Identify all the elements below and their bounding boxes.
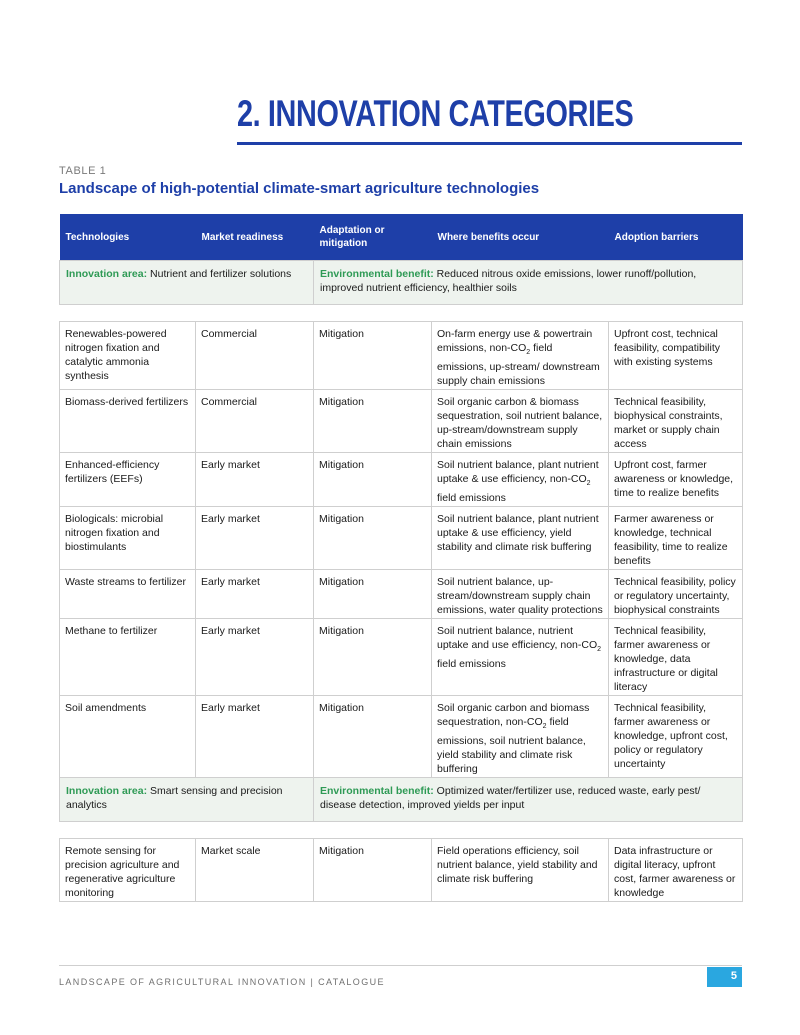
adaptation-mitigation-cell: Mitigation	[314, 453, 432, 507]
table-row	[60, 322, 743, 390]
technology-cell: Soil amendments	[60, 696, 196, 778]
innovation-area-row	[60, 261, 743, 305]
innovation-area-cell	[60, 261, 314, 305]
adaptation-mitigation-cell: Mitigation	[314, 322, 432, 390]
technology-cell: Renewables-powered nitrogen fixation and catalytic ammonia synthesis	[60, 322, 196, 390]
title-underline	[237, 142, 742, 145]
market-readiness-cell: Commercial	[196, 390, 314, 453]
innovation-area-cell	[60, 778, 314, 822]
footer-divider	[59, 965, 742, 966]
barriers-cell: Data infrastructure or digital literacy, upfront cost, farmer awareness or knowledge	[609, 839, 743, 902]
page-title: 2. INNOVATION CATEGORIES	[237, 93, 634, 134]
adaptation-mitigation-cell: Mitigation	[314, 507, 432, 570]
table-row	[60, 619, 743, 696]
barriers-cell: Upfront cost, farmer awareness or knowledge, time to realize benefits	[609, 453, 743, 507]
market-readiness-cell: Early market	[196, 619, 314, 696]
benefits-cell: Soil nutrient balance, plant nutrient uptake & use efficiency, non-$CO_2$ field emissions	[432, 453, 609, 507]
technology-cell: Methane to fertilizer	[60, 619, 196, 696]
environmental-benefit-value: Reduced nitrous oxide emissions, lower runoff/pollution, improved nutrient efficiency, healthier soils	[320, 268, 697, 294]
innovation-area-label: Innovation area:	[66, 268, 148, 280]
spacer-row	[60, 305, 743, 322]
innovation-area-row	[60, 778, 743, 822]
adaptation-mitigation-cell: Mitigation	[314, 570, 432, 619]
barriers-cell: Technical feasibility, policy or regulatory uncertainty, biophysical constraints	[609, 570, 743, 619]
column-header: Where benefits occur	[432, 214, 609, 261]
technology-cell: Remote sensing for precision agriculture and regenerative agriculture monitoring	[60, 839, 196, 902]
market-readiness-cell: Early market	[196, 696, 314, 778]
benefits-cell: Soil nutrient balance, nutrient uptake and use efficiency, non-$CO_2$ field emissions	[432, 619, 609, 696]
page-number: 5	[707, 967, 742, 987]
innovation-area-value: Smart sensing and precision analytics	[66, 785, 283, 812]
column-header: Technologies	[60, 214, 196, 261]
technologies-table	[59, 214, 743, 902]
table-label: TABLE 1	[59, 165, 107, 177]
footer-text: LANDSCAPE OF AGRICULTURAL INNOVATION | CATALOGUE	[59, 977, 385, 987]
column-header: Adaptation or mitigation	[314, 214, 432, 261]
benefits-cell: Soil nutrient balance, plant nutrient uptake & use efficiency, yield stability and climate risk buffering	[432, 507, 609, 570]
barriers-cell: Technical feasibility, farmer awareness or knowledge, data infrastructure or digital literacy	[609, 619, 743, 696]
environmental-benefit-label: Environmental benefit:	[320, 268, 434, 280]
adaptation-mitigation-cell: Mitigation	[314, 619, 432, 696]
table-body	[60, 261, 743, 902]
table-row	[60, 570, 743, 619]
barriers-cell: Upfront cost, technical feasibility, compatibility with existing systems	[609, 322, 743, 390]
environmental-benefit-label: Environmental benefit:	[320, 785, 434, 798]
section-heading	[237, 92, 742, 145]
benefits-cell: Soil organic carbon & biomass sequestration, soil nutrient balance, up-stream/downstream supply chain emissions	[432, 390, 609, 453]
benefits-cell: On-farm energy use & powertrain emissions, non-$CO_2$ field emissions, up-stream/ downstream supply chain emissions	[432, 322, 609, 390]
market-readiness-cell: Early market	[196, 453, 314, 507]
adaptation-mitigation-cell: Mitigation	[314, 390, 432, 453]
spacer-row	[60, 822, 743, 839]
table-row	[60, 839, 743, 902]
market-readiness-cell: Early market	[196, 570, 314, 619]
market-readiness-cell: Early market	[196, 507, 314, 570]
table-header-row	[60, 214, 743, 261]
innovation-area-value: Nutrient and fertilizer solutions	[147, 268, 292, 280]
environmental-benefit-cell	[314, 261, 743, 305]
column-header: Market readiness	[196, 214, 314, 261]
table-row	[60, 696, 743, 778]
benefits-cell: Field operations efficiency, soil nutrient balance, yield stability and climate risk buffering	[432, 839, 609, 902]
table-row	[60, 390, 743, 453]
barriers-cell: Technical feasibility, biophysical constraints, market or supply chain access	[609, 390, 743, 453]
column-header: Adoption barriers	[609, 214, 743, 261]
innovation-area-label: Innovation area:	[66, 785, 148, 798]
technology-cell: Enhanced-efficiency fertilizers (EEFs)	[60, 453, 196, 507]
market-readiness-cell: Market scale	[196, 839, 314, 902]
adaptation-mitigation-cell: Mitigation	[314, 696, 432, 778]
benefits-cell: Soil nutrient balance, up-stream/downstream supply chain emissions, water quality protections	[432, 570, 609, 619]
table-row	[60, 507, 743, 570]
environmental-benefit-cell	[314, 778, 743, 822]
benefits-cell: Soil organic carbon and biomass sequestration, non-$CO_2$ field emissions, soil nutrient balance, yield stability and climate risk buffering	[432, 696, 609, 778]
technology-cell: Biologicals: microbial nitrogen fixation and biostimulants	[60, 507, 196, 570]
table-row	[60, 453, 743, 507]
table-title: Landscape of high-potential climate-smart agriculture technologies	[59, 180, 540, 197]
technology-cell: Waste streams to fertilizer	[60, 570, 196, 619]
environmental-benefit-value: Optimized water/fertilizer use, reduced waste, early pest/ disease detection, improved yields per input	[320, 785, 701, 812]
adaptation-mitigation-cell: Mitigation	[314, 839, 432, 902]
market-readiness-cell: Commercial	[196, 322, 314, 390]
barriers-cell: Farmer awareness or knowledge, technical feasibility, time to realize benefits	[609, 507, 743, 570]
technology-cell: Biomass-derived fertilizers	[60, 390, 196, 453]
barriers-cell: Technical feasibility, farmer awareness or knowledge, upfront cost, policy or regulatory uncertainty	[609, 696, 743, 778]
